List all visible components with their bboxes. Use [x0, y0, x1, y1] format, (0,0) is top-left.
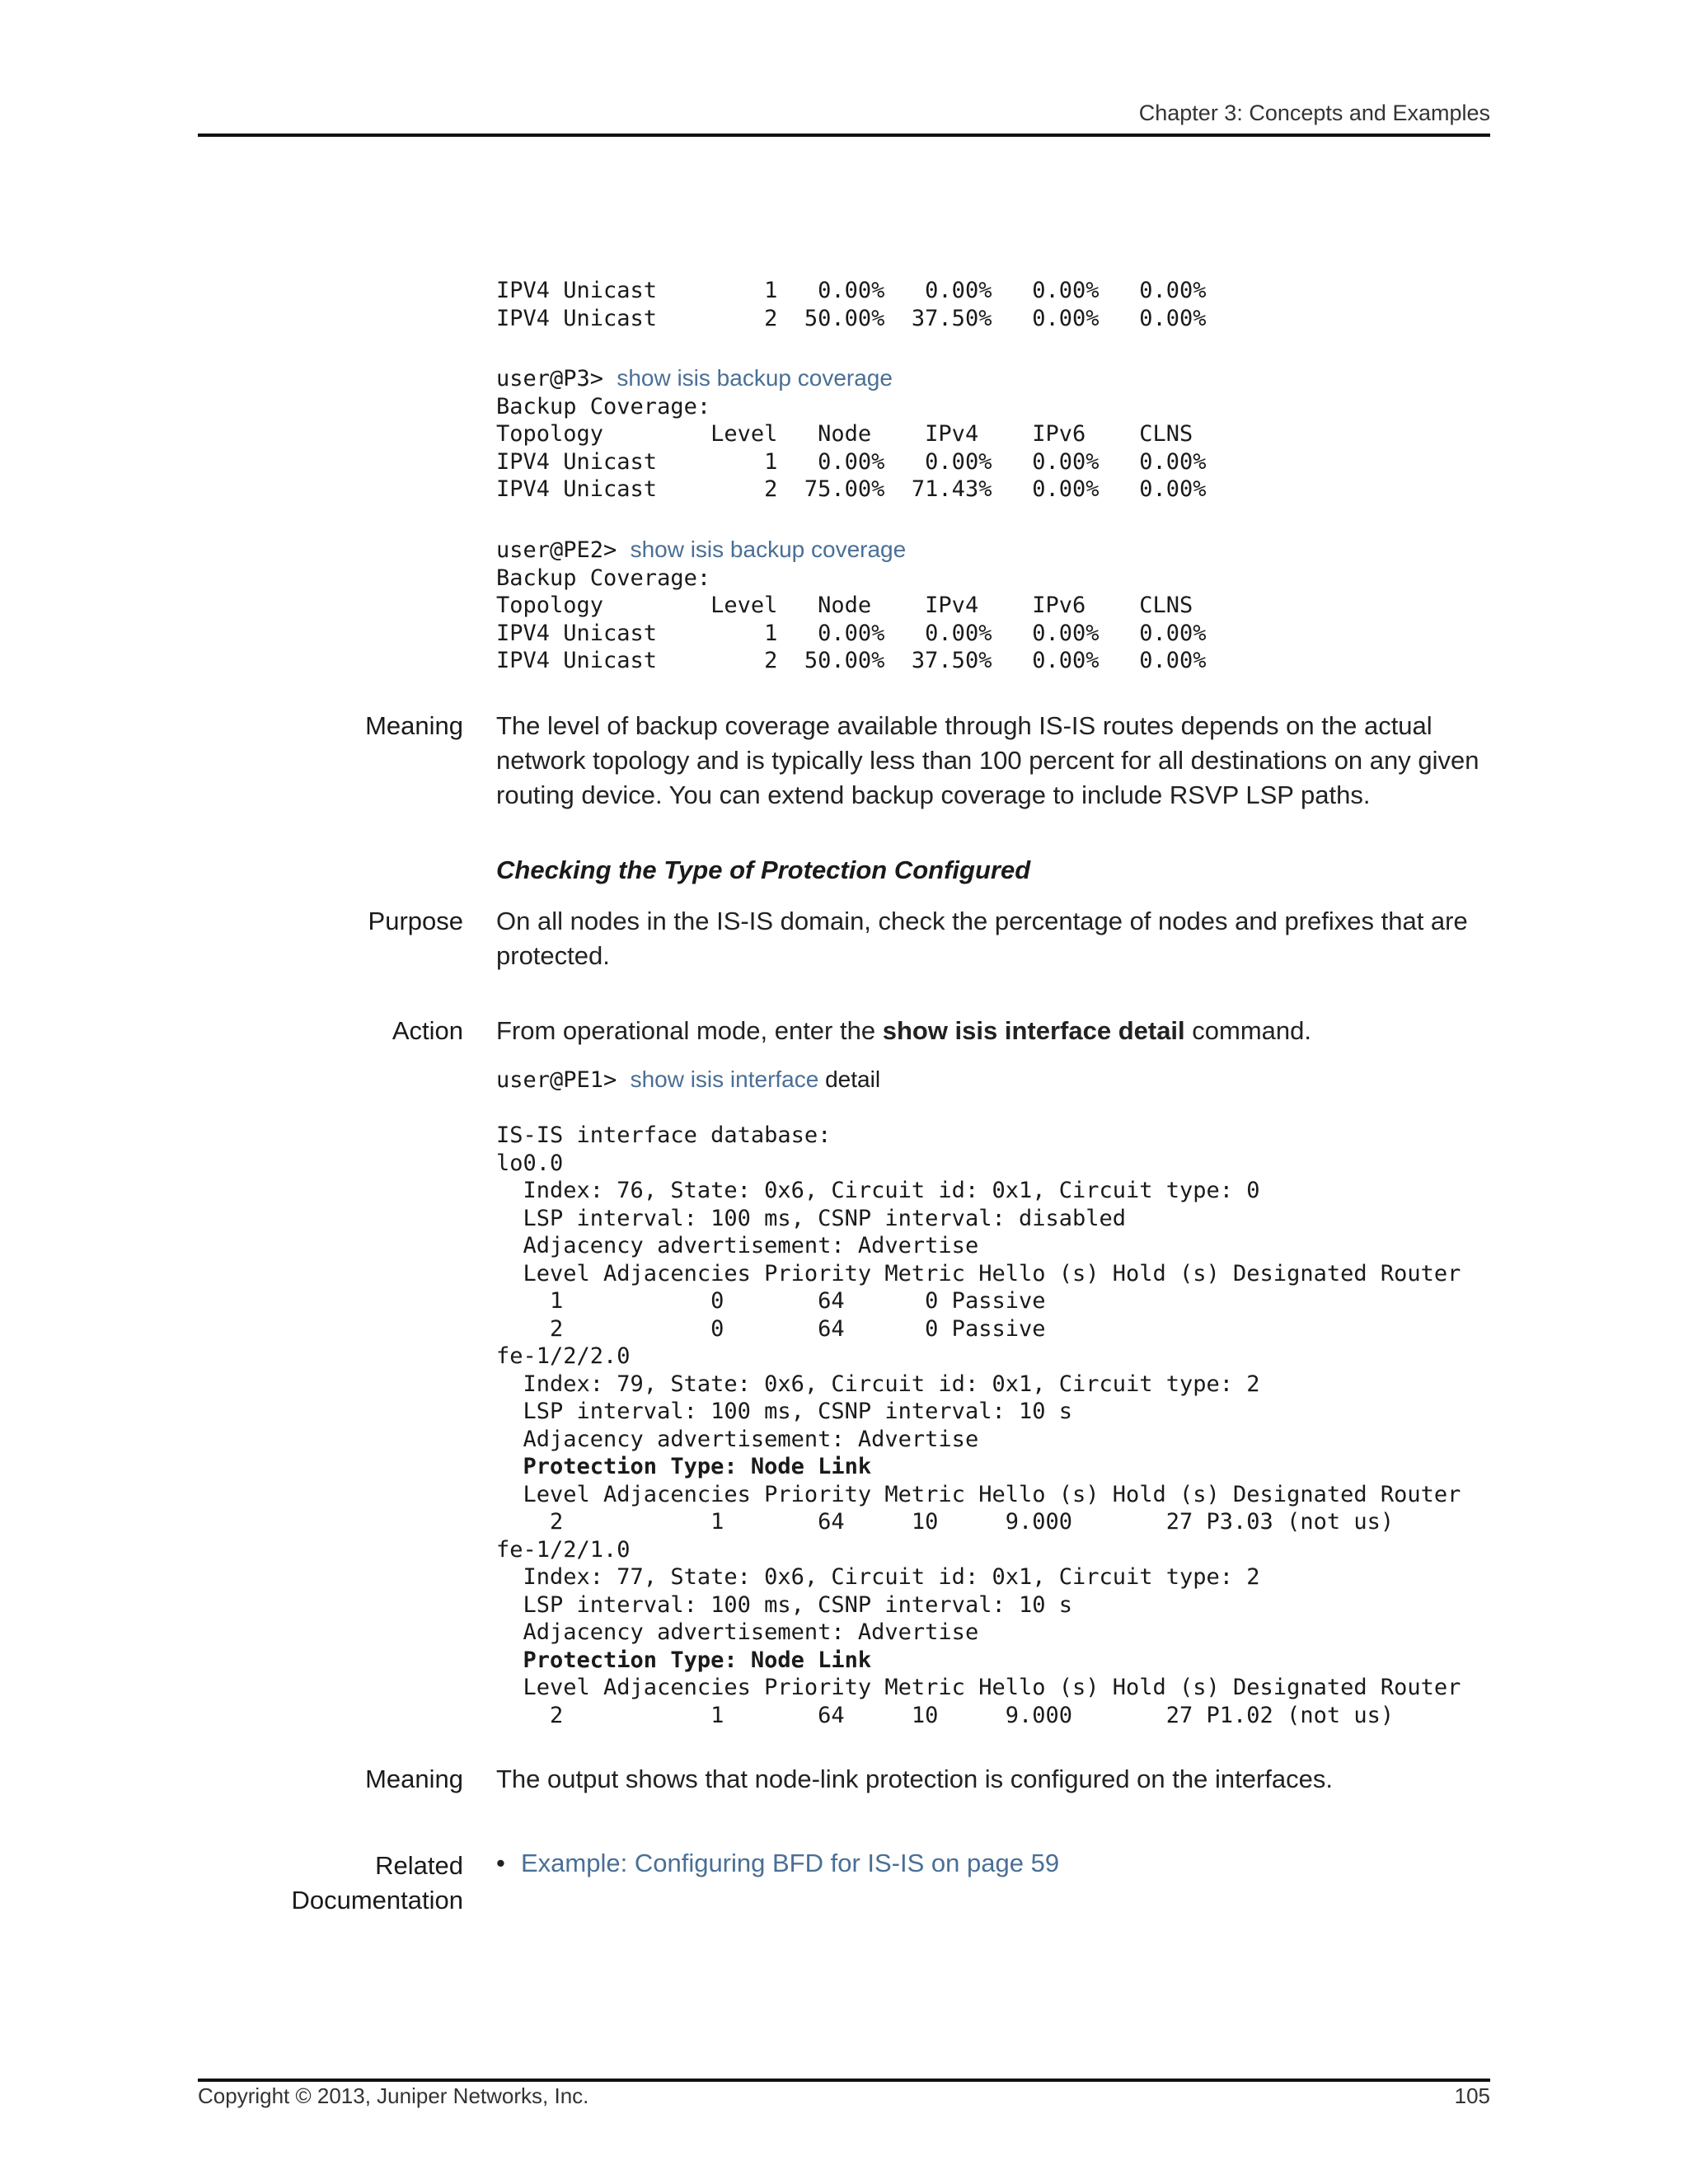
output-line: Adjacency advertisement: Advertise — [496, 1233, 979, 1258]
output-line: LSP interval: 100 ms, CSNP interval: 10 s — [496, 1591, 1072, 1618]
pe1-interface-output — [496, 1066, 1461, 1729]
output-line: Index: 76, State: 0x6, Circuit id: 0x1, Circuit type: 0 — [496, 1178, 1260, 1203]
cli-prompt: user@PE2> — [496, 537, 631, 563]
output-line: Index: 79, State: 0x6, Circuit id: 0x1, Circuit type: 2 — [496, 1371, 1260, 1397]
action-text-after: command. — [1184, 1016, 1312, 1045]
output-line: LSP interval: 100 ms, CSNP interval: 10 s — [496, 1399, 1072, 1424]
cli-command: show isis interface — [630, 1066, 819, 1092]
output-line: LSP interval: 100 ms, CSNP interval: disabled — [496, 1205, 1127, 1231]
output-line: IPV4 Unicast 1 0.00% 0.00% 0.00% 0.00% — [496, 278, 1207, 303]
action-text-before: From operational mode, enter the — [496, 1016, 883, 1045]
cli-command-suffix: detail — [818, 1066, 881, 1092]
output-line: Level Adjacencies Priority Metric Hello (s) Hold (s) Designated Router — [496, 1675, 1461, 1700]
bullet-icon: • — [496, 1849, 505, 1877]
related-documentation-label — [291, 1849, 463, 1918]
output-line: IPV4 Unicast 2 50.00% 37.50% 0.00% 0.00% — [496, 305, 1207, 331]
related-link[interactable]: Example: Configuring BFD for IS-IS on page 59 — [521, 1849, 1060, 1877]
meaning-label-2: Meaning — [365, 1765, 463, 1793]
output-line: Backup Coverage: — [496, 393, 711, 419]
output-line: 1 0 64 0 Passive — [496, 1288, 1046, 1314]
copyright: Copyright © 2013, Juniper Networks, Inc. — [198, 2083, 589, 2108]
output-line: fe-1/2/1.0 — [496, 1536, 631, 1563]
output-line: lo0.0 — [496, 1150, 564, 1176]
cli-prompt: user@P3> — [496, 366, 617, 391]
output-line: IPV4 Unicast 2 75.00% 71.43% 0.00% 0.00% — [496, 476, 1207, 502]
cli-command: show isis backup coverage — [617, 365, 893, 391]
output-line: IPV4 Unicast 2 50.00% 37.50% 0.00% 0.00% — [496, 648, 1207, 673]
output-line: IS-IS interface database: — [496, 1122, 832, 1148]
meaning-text: The level of backup coverage available through IS-IS routes depends on the actual network topology and is typically less than 100 percent for all destinations on any given routing device. You can extend backup coverage to include RSVP LSP paths. — [496, 711, 1479, 809]
header-rule — [198, 134, 1490, 137]
protection-type-line: Protection Type: Node Link — [496, 1647, 872, 1673]
section-subheading: Checking the Type of Protection Configured — [496, 855, 1031, 884]
meaning-text-2: The output shows that node-link protection is configured on the interfaces. — [496, 1765, 1333, 1793]
output-line: IPV4 Unicast 1 0.00% 0.00% 0.00% 0.00% — [496, 448, 1207, 475]
output-line: Level Adjacencies Priority Metric Hello (s) Hold (s) Designated Router — [496, 1481, 1461, 1507]
output-line: Topology Level Node IPv4 IPv6 CLNS — [496, 593, 1193, 618]
output-line: 2 0 64 0 Passive — [496, 1315, 1046, 1342]
cli-prompt: user@PE1> — [496, 1067, 631, 1093]
meaning-label: Meaning — [365, 711, 463, 740]
output-line: Adjacency advertisement: Advertise — [496, 1426, 979, 1452]
output-line: IPV4 Unicast 1 0.00% 0.00% 0.00% 0.00% — [496, 620, 1207, 646]
pe2-coverage-output — [496, 536, 1207, 675]
purpose-label: Purpose — [368, 907, 463, 935]
output-line: Index: 77, State: 0x6, Circuit id: 0x1, Circuit type: 2 — [496, 1564, 1260, 1590]
output-line: Topology Level Node IPv4 IPv6 CLNS — [496, 421, 1193, 447]
chapter-header: Chapter 3: Concepts and Examples — [1138, 101, 1490, 125]
output-line: 2 1 64 10 9.000 27 P3.03 (not us) — [496, 1509, 1395, 1535]
output-line: Level Adjacencies Priority Metric Hello (s) Hold (s) Designated Router — [496, 1260, 1461, 1286]
purpose-text: On all nodes in the IS-IS domain, check the percentage of nodes and prefixes that are protected. — [496, 907, 1468, 970]
footer-rule — [198, 2079, 1490, 2082]
output-line: 2 1 64 10 9.000 27 P1.02 (not us) — [496, 1702, 1395, 1728]
page-number: 105 — [1454, 2083, 1490, 2108]
related-label-line1: Related — [375, 1851, 463, 1880]
related-label-line2: Documentation — [291, 1886, 463, 1915]
action-text — [496, 1014, 1493, 1048]
action-label: Action — [392, 1016, 463, 1045]
output-line: Adjacency advertisement: Advertise — [496, 1619, 979, 1645]
output-line: Backup Coverage: — [496, 565, 711, 591]
action-command: show isis interface detail — [882, 1016, 1185, 1045]
output-line: fe-1/2/2.0 — [496, 1343, 631, 1369]
p3-coverage-output — [496, 364, 1207, 504]
coverage-output-tail — [496, 277, 1207, 332]
protection-type-line: Protection Type: Node Link — [496, 1454, 872, 1479]
cli-command: show isis backup coverage — [630, 537, 907, 562]
